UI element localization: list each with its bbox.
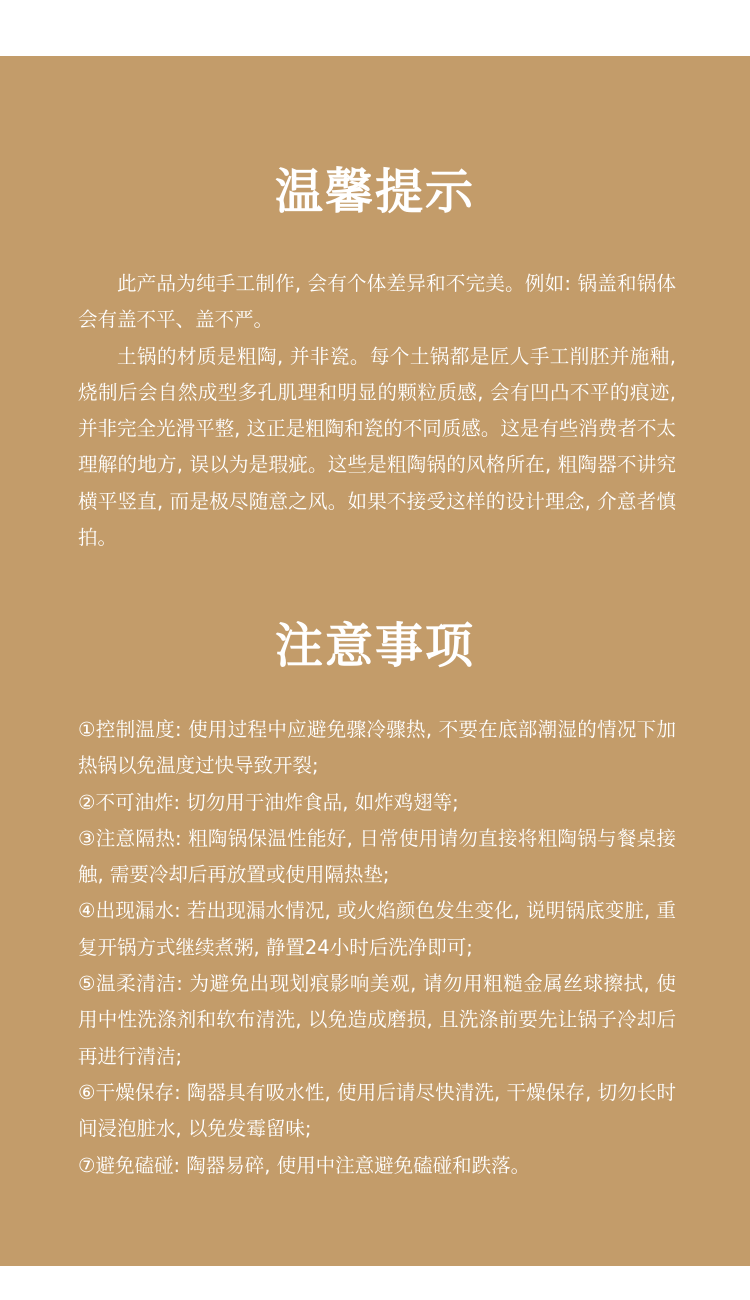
notes-item: ①控制温度: 使用过程中应避免骤冷骤热, 不要在底部潮湿的情况下加热锅以免温度过快导致开裂;: [78, 718, 676, 778]
notes-list: [78, 712, 676, 1184]
notes-item: ④出现漏水: 若出现漏水情况, 或火焰颜色发生变化, 说明锅底变脏, 重复开锅方式继续煮粥, 静置24小时后洗净即可;: [78, 899, 676, 959]
notes-item: ⑤温柔清洁: 为避免出现划痕影响美观, 请勿用粗糙金属丝球擦拭, 使用中性洗涤剂和软布清洗, 以免造成磨损, 且洗涤前要先让锅子冷却后再进行清洁;: [78, 972, 676, 1068]
notes-item: ②不可油炸: 切勿用于油炸食品, 如炸鸡翅等;: [78, 790, 459, 814]
tips-body: [78, 266, 676, 556]
notes-item: ⑦避免磕碰: 陶器易碎, 使用中注意避免磕碰和跌落。: [78, 1153, 531, 1177]
notes-title: 注意事项: [274, 618, 475, 674]
notes-item: ⑥干燥保存: 陶器具有吸水性, 使用后请尽快清洗, 干燥保存, 切勿长时间浸泡脏水, 以免发霉留味;: [78, 1080, 676, 1141]
notes-item: ③注意隔热: 粗陶锅保温性能好, 日常使用请勿直接将粗陶锅与餐桌接触, 需要冷却后再放置或使用隔热垫;: [78, 826, 676, 887]
content-panel: [0, 56, 750, 1266]
tips-paragraph: 此产品为纯手工制作, 会有个体差异和不完美。例如: 锅盖和锅体会有盖不平、盖不严。: [78, 272, 676, 332]
tips-paragraph: 土锅的材质是粗陶, 并非瓷。每个土锅都是匠人手工削胚并施釉, 烧制后会自然成型多孔肌理和明显的颗粒质感, 会有凹凸不平的痕迹, 并非完全光滑平整, 这正是粗陶和瓷的不同质感。这是有些消费者不太理解的地方, 误以为是瑕疵。这些是粗陶锅的风格所在, 粗陶器不讲究横平竖直, 而是极尽随意之风。如果不接受这样的设计理念, 介意者慎拍。: [78, 344, 676, 550]
tips-title: 温馨提示: [274, 164, 475, 220]
